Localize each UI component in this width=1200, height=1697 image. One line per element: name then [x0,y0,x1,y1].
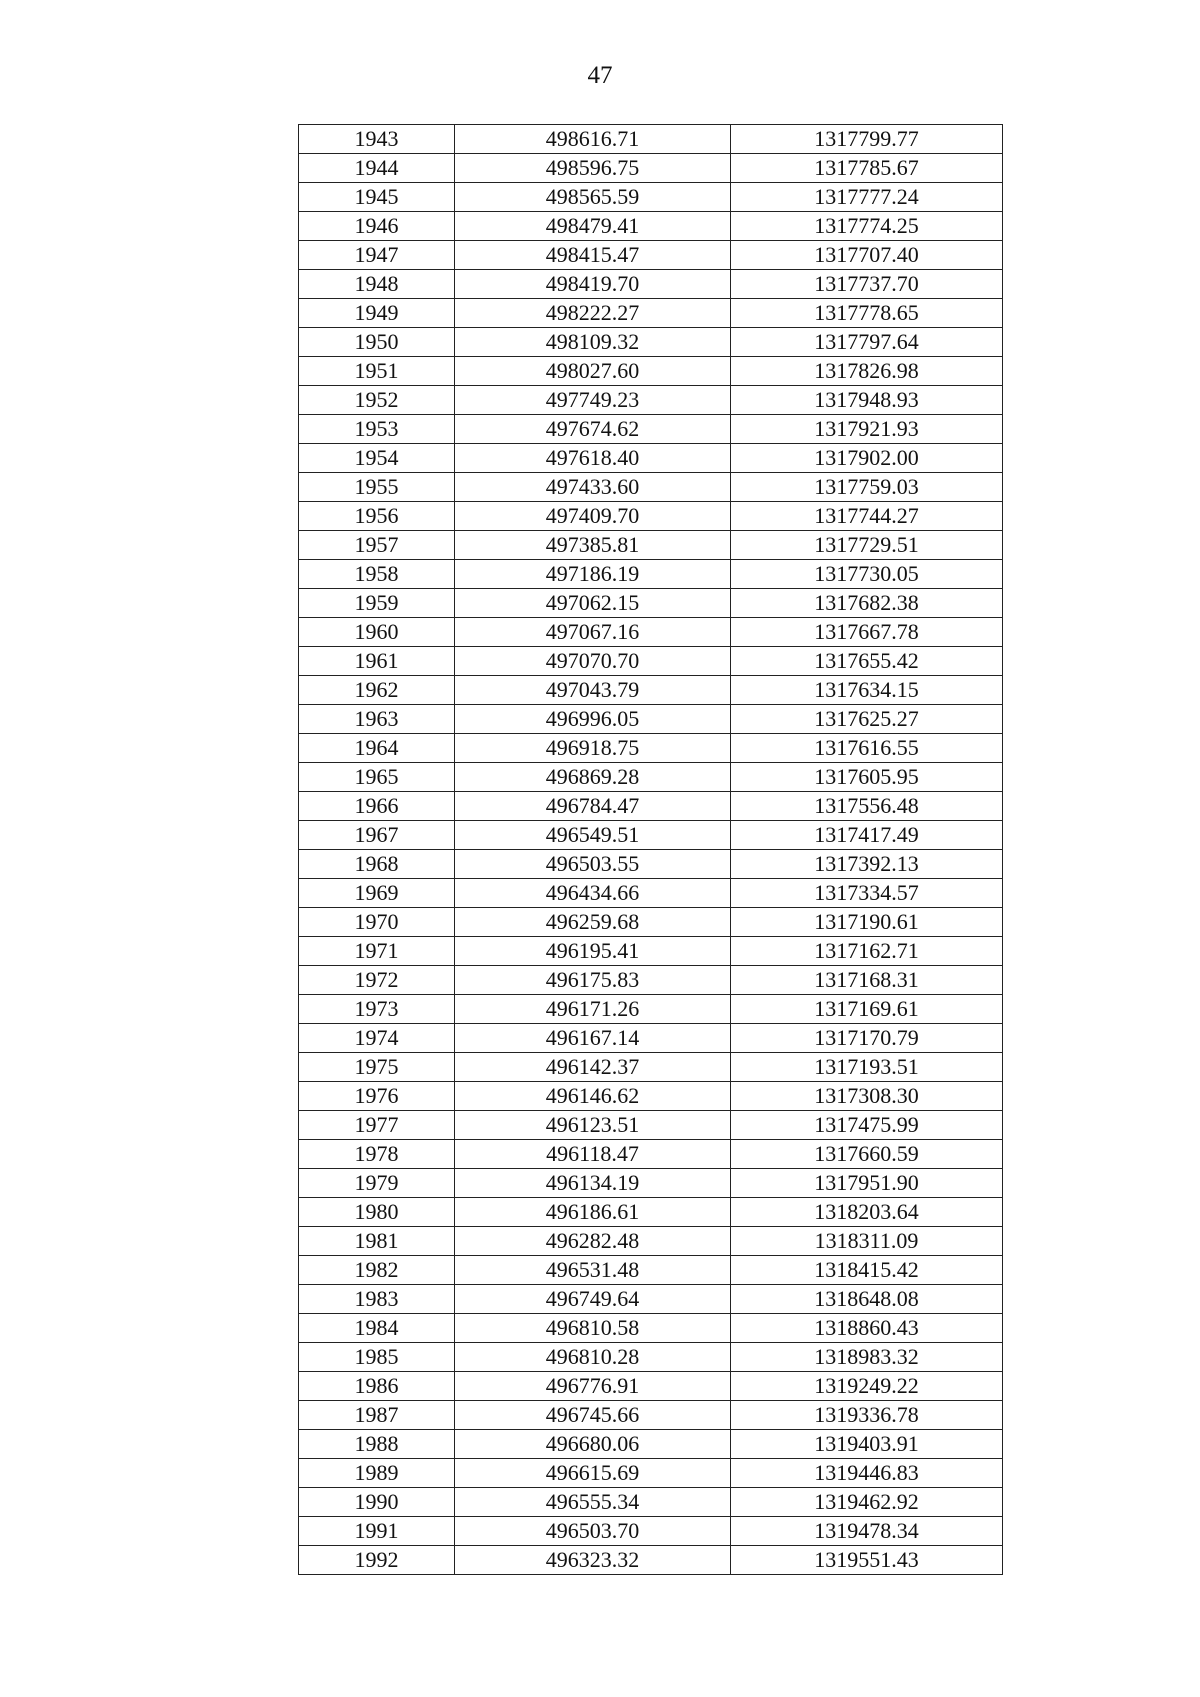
y-coordinate-cell: 1317556.48 [731,792,1003,821]
x-coordinate-cell: 496259.68 [455,908,731,937]
table-row [299,1140,1003,1169]
table-row [299,357,1003,386]
x-coordinate-cell: 496123.51 [455,1111,731,1140]
y-coordinate-cell: 1317744.27 [731,502,1003,531]
x-coordinate-cell: 498222.27 [455,299,731,328]
point-number-cell: 1959 [299,589,455,618]
y-coordinate-cell: 1319249.22 [731,1372,1003,1401]
x-coordinate-cell: 496810.58 [455,1314,731,1343]
y-coordinate-cell: 1317667.78 [731,618,1003,647]
x-coordinate-cell: 497409.70 [455,502,731,531]
x-coordinate-cell: 496615.69 [455,1459,731,1488]
x-coordinate-cell: 498415.47 [455,241,731,270]
x-coordinate-cell: 496869.28 [455,763,731,792]
y-coordinate-cell: 1317190.61 [731,908,1003,937]
table-row [299,705,1003,734]
point-number-cell: 1954 [299,444,455,473]
point-number-cell: 1991 [299,1517,455,1546]
point-number-cell: 1965 [299,763,455,792]
x-coordinate-cell: 498565.59 [455,183,731,212]
table-row [299,1343,1003,1372]
point-number-cell: 1955 [299,473,455,502]
y-coordinate-cell: 1317785.67 [731,154,1003,183]
y-coordinate-cell: 1317334.57 [731,879,1003,908]
point-number-cell: 1956 [299,502,455,531]
point-number-cell: 1966 [299,792,455,821]
point-number-cell: 1971 [299,937,455,966]
point-number-cell: 1944 [299,154,455,183]
y-coordinate-cell: 1317826.98 [731,357,1003,386]
y-coordinate-cell: 1317902.00 [731,444,1003,473]
coordinates-table [298,124,1003,1575]
table-row [299,183,1003,212]
x-coordinate-cell: 496175.83 [455,966,731,995]
y-coordinate-cell: 1317799.77 [731,125,1003,154]
y-coordinate-cell: 1317730.05 [731,560,1003,589]
table-row [299,1372,1003,1401]
y-coordinate-cell: 1318311.09 [731,1227,1003,1256]
x-coordinate-cell: 496118.47 [455,1140,731,1169]
y-coordinate-cell: 1317475.99 [731,1111,1003,1140]
point-number-cell: 1963 [299,705,455,734]
x-coordinate-cell: 497043.79 [455,676,731,705]
point-number-cell: 1977 [299,1111,455,1140]
point-number-cell: 1967 [299,821,455,850]
table-row [299,1459,1003,1488]
x-coordinate-cell: 497385.81 [455,531,731,560]
point-number-cell: 1983 [299,1285,455,1314]
table-row [299,270,1003,299]
table-row [299,299,1003,328]
table-row [299,850,1003,879]
y-coordinate-cell: 1319403.91 [731,1430,1003,1459]
point-number-cell: 1945 [299,183,455,212]
coordinates-table-body [299,125,1003,1575]
point-number-cell: 1988 [299,1430,455,1459]
table-row [299,415,1003,444]
y-coordinate-cell: 1317170.79 [731,1024,1003,1053]
point-number-cell: 1974 [299,1024,455,1053]
x-coordinate-cell: 496784.47 [455,792,731,821]
point-number-cell: 1964 [299,734,455,763]
x-coordinate-cell: 498479.41 [455,212,731,241]
x-coordinate-cell: 496555.34 [455,1488,731,1517]
table-row [299,676,1003,705]
table-row [299,1285,1003,1314]
table-row [299,1053,1003,1082]
point-number-cell: 1976 [299,1082,455,1111]
point-number-cell: 1957 [299,531,455,560]
x-coordinate-cell: 496186.61 [455,1198,731,1227]
y-coordinate-cell: 1319336.78 [731,1401,1003,1430]
point-number-cell: 1953 [299,415,455,444]
point-number-cell: 1951 [299,357,455,386]
y-coordinate-cell: 1317162.71 [731,937,1003,966]
y-coordinate-cell: 1317625.27 [731,705,1003,734]
y-coordinate-cell: 1317777.24 [731,183,1003,212]
point-number-cell: 1946 [299,212,455,241]
point-number-cell: 1950 [299,328,455,357]
x-coordinate-cell: 497433.60 [455,473,731,502]
point-number-cell: 1969 [299,879,455,908]
point-number-cell: 1961 [299,647,455,676]
table-row [299,1082,1003,1111]
point-number-cell: 1948 [299,270,455,299]
x-coordinate-cell: 497067.16 [455,618,731,647]
x-coordinate-cell: 496142.37 [455,1053,731,1082]
table-row [299,212,1003,241]
table-row [299,444,1003,473]
x-coordinate-cell: 496918.75 [455,734,731,763]
table-row [299,1401,1003,1430]
y-coordinate-cell: 1317168.31 [731,966,1003,995]
y-coordinate-cell: 1317605.95 [731,763,1003,792]
x-coordinate-cell: 497674.62 [455,415,731,444]
y-coordinate-cell: 1317759.03 [731,473,1003,502]
x-coordinate-cell: 496323.32 [455,1546,731,1575]
table-row [299,792,1003,821]
table-row [299,1198,1003,1227]
point-number-cell: 1985 [299,1343,455,1372]
table-row [299,937,1003,966]
y-coordinate-cell: 1317193.51 [731,1053,1003,1082]
y-coordinate-cell: 1319446.83 [731,1459,1003,1488]
x-coordinate-cell: 496134.19 [455,1169,731,1198]
y-coordinate-cell: 1317707.40 [731,241,1003,270]
x-coordinate-cell: 496171.26 [455,995,731,1024]
point-number-cell: 1987 [299,1401,455,1430]
y-coordinate-cell: 1317948.93 [731,386,1003,415]
table-row [299,328,1003,357]
table-row [299,473,1003,502]
table-row [299,1169,1003,1198]
y-coordinate-cell: 1319462.92 [731,1488,1003,1517]
x-coordinate-cell: 496745.66 [455,1401,731,1430]
table-row [299,241,1003,270]
point-number-cell: 1970 [299,908,455,937]
point-number-cell: 1981 [299,1227,455,1256]
point-number-cell: 1978 [299,1140,455,1169]
table-row [299,1024,1003,1053]
x-coordinate-cell: 496749.64 [455,1285,731,1314]
x-coordinate-cell: 497618.40 [455,444,731,473]
x-coordinate-cell: 496810.28 [455,1343,731,1372]
y-coordinate-cell: 1317729.51 [731,531,1003,560]
table-row [299,1488,1003,1517]
table-row [299,386,1003,415]
table-row [299,1546,1003,1575]
table-row [299,125,1003,154]
y-coordinate-cell: 1318415.42 [731,1256,1003,1285]
y-coordinate-cell: 1318983.32 [731,1343,1003,1372]
x-coordinate-cell: 496996.05 [455,705,731,734]
table-row [299,734,1003,763]
point-number-cell: 1952 [299,386,455,415]
table-row [299,1517,1003,1546]
point-number-cell: 1975 [299,1053,455,1082]
x-coordinate-cell: 497062.15 [455,589,731,618]
table-row [299,1111,1003,1140]
point-number-cell: 1989 [299,1459,455,1488]
x-coordinate-cell: 496776.91 [455,1372,731,1401]
point-number-cell: 1979 [299,1169,455,1198]
table-row [299,531,1003,560]
table-row [299,647,1003,676]
x-coordinate-cell: 498109.32 [455,328,731,357]
table-row [299,966,1003,995]
x-coordinate-cell: 496680.06 [455,1430,731,1459]
x-coordinate-cell: 498027.60 [455,357,731,386]
y-coordinate-cell: 1318860.43 [731,1314,1003,1343]
y-coordinate-cell: 1317655.42 [731,647,1003,676]
table-row [299,908,1003,937]
table-row [299,995,1003,1024]
x-coordinate-cell: 497070.70 [455,647,731,676]
y-coordinate-cell: 1317616.55 [731,734,1003,763]
x-coordinate-cell: 496434.66 [455,879,731,908]
y-coordinate-cell: 1317392.13 [731,850,1003,879]
table-row [299,879,1003,908]
y-coordinate-cell: 1317951.90 [731,1169,1003,1198]
y-coordinate-cell: 1317417.49 [731,821,1003,850]
table-row [299,821,1003,850]
y-coordinate-cell: 1317737.70 [731,270,1003,299]
x-coordinate-cell: 496503.55 [455,850,731,879]
y-coordinate-cell: 1317797.64 [731,328,1003,357]
point-number-cell: 1990 [299,1488,455,1517]
table-row [299,763,1003,792]
point-number-cell: 1992 [299,1546,455,1575]
y-coordinate-cell: 1317169.61 [731,995,1003,1024]
table-row [299,589,1003,618]
point-number-cell: 1986 [299,1372,455,1401]
y-coordinate-cell: 1318203.64 [731,1198,1003,1227]
x-coordinate-cell: 496282.48 [455,1227,731,1256]
point-number-cell: 1947 [299,241,455,270]
x-coordinate-cell: 496503.70 [455,1517,731,1546]
table-row [299,1430,1003,1459]
point-number-cell: 1949 [299,299,455,328]
y-coordinate-cell: 1319478.34 [731,1517,1003,1546]
x-coordinate-cell: 496195.41 [455,937,731,966]
x-coordinate-cell: 496167.14 [455,1024,731,1053]
table-row [299,1314,1003,1343]
x-coordinate-cell: 496549.51 [455,821,731,850]
point-number-cell: 1962 [299,676,455,705]
x-coordinate-cell: 497186.19 [455,560,731,589]
table-row [299,502,1003,531]
point-number-cell: 1982 [299,1256,455,1285]
x-coordinate-cell: 498596.75 [455,154,731,183]
y-coordinate-cell: 1317634.15 [731,676,1003,705]
table-row [299,560,1003,589]
point-number-cell: 1943 [299,125,455,154]
point-number-cell: 1968 [299,850,455,879]
y-coordinate-cell: 1319551.43 [731,1546,1003,1575]
table-row [299,154,1003,183]
point-number-cell: 1984 [299,1314,455,1343]
point-number-cell: 1973 [299,995,455,1024]
table-row [299,618,1003,647]
x-coordinate-cell: 497749.23 [455,386,731,415]
y-coordinate-cell: 1317921.93 [731,415,1003,444]
x-coordinate-cell: 496146.62 [455,1082,731,1111]
table-row [299,1256,1003,1285]
y-coordinate-cell: 1317778.65 [731,299,1003,328]
x-coordinate-cell: 496531.48 [455,1256,731,1285]
y-coordinate-cell: 1317308.30 [731,1082,1003,1111]
point-number-cell: 1972 [299,966,455,995]
point-number-cell: 1958 [299,560,455,589]
x-coordinate-cell: 498419.70 [455,270,731,299]
point-number-cell: 1980 [299,1198,455,1227]
y-coordinate-cell: 1318648.08 [731,1285,1003,1314]
table-row [299,1227,1003,1256]
y-coordinate-cell: 1317774.25 [731,212,1003,241]
y-coordinate-cell: 1317682.38 [731,589,1003,618]
page-number: 47 [587,62,613,89]
x-coordinate-cell: 498616.71 [455,125,731,154]
point-number-cell: 1960 [299,618,455,647]
y-coordinate-cell: 1317660.59 [731,1140,1003,1169]
